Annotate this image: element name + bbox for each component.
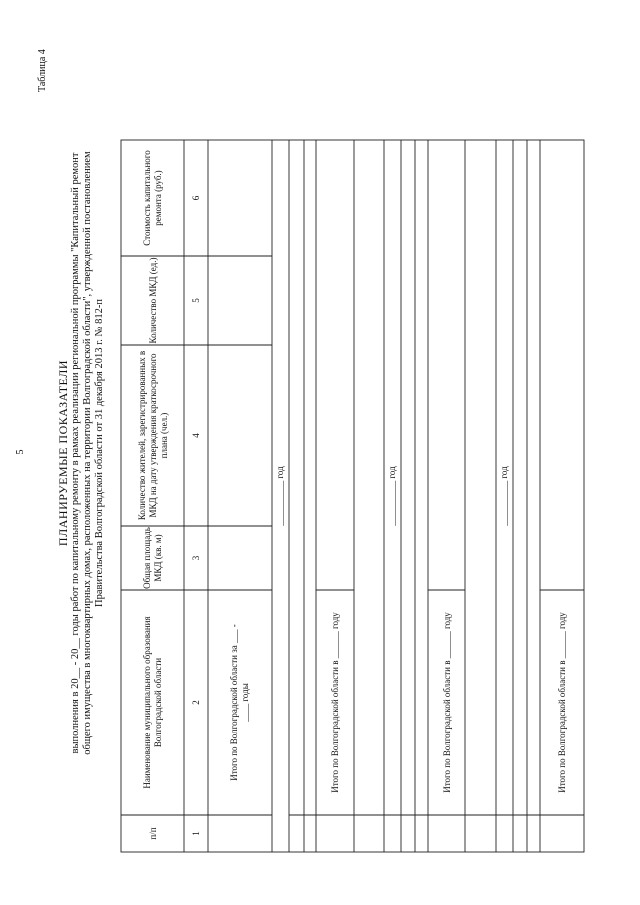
year-label-1: __________ год — [275, 466, 285, 526]
col-number-5: 5 — [190, 298, 201, 303]
year-label-2: __________ год — [387, 466, 397, 526]
heading-line-3: Правительства Волгоградской области от 31 декабря 2013 г. № 812-п — [94, 299, 105, 607]
total-year-3-label: Итого по Волгоградской области в ______ году — [556, 612, 567, 793]
heading-line-2: общего имущества в многоквартирных домах, расположенных на территории Волгоградской области", утвержденной постановлением — [82, 151, 93, 755]
heading-title: ПЛАНИРУЕМЫЕ ПОКАЗАТЕЛИ — [56, 359, 70, 547]
header-area: Общая площадь МКД (кв. м) — [142, 527, 163, 589]
total-year-1-label: Итого по Волгоградской области в ______ году — [329, 612, 340, 793]
header-pp: п/п — [147, 827, 158, 840]
col-number-2: 2 — [190, 700, 201, 705]
total-year-2-label: Итого по Волгоградской области в ______ году — [441, 612, 452, 793]
year-label-3: __________ год — [499, 466, 509, 526]
col-number-3: 3 — [190, 555, 201, 561]
col-number-4: 4 — [190, 433, 201, 438]
header-residents: Количество жителей, зарегистрированных в МКД на дату утверждения краткосрочного плана (чел.) — [136, 350, 169, 521]
col-number-1: 1 — [190, 831, 201, 836]
page-number: 5 — [15, 449, 26, 455]
header-mkd-count: Количество МКД (ед.) — [147, 257, 158, 344]
heading-line-1: выполнения в 20__ - 20__ годы работ по капитальному ремонту в рамках реализации региональной программы "Капитальный ремонт — [70, 152, 81, 754]
table-number-label: Таблица 4 — [37, 49, 48, 92]
total-period-label: Итого по Волгоградской области за ___ - ____ годы — [229, 624, 250, 781]
header-municipality: Наименование муниципального образования Волгоградской области — [142, 616, 163, 789]
col-number-6: 6 — [190, 195, 201, 201]
header-cost: Стоимость капитального ремонта (руб.) — [142, 150, 163, 246]
